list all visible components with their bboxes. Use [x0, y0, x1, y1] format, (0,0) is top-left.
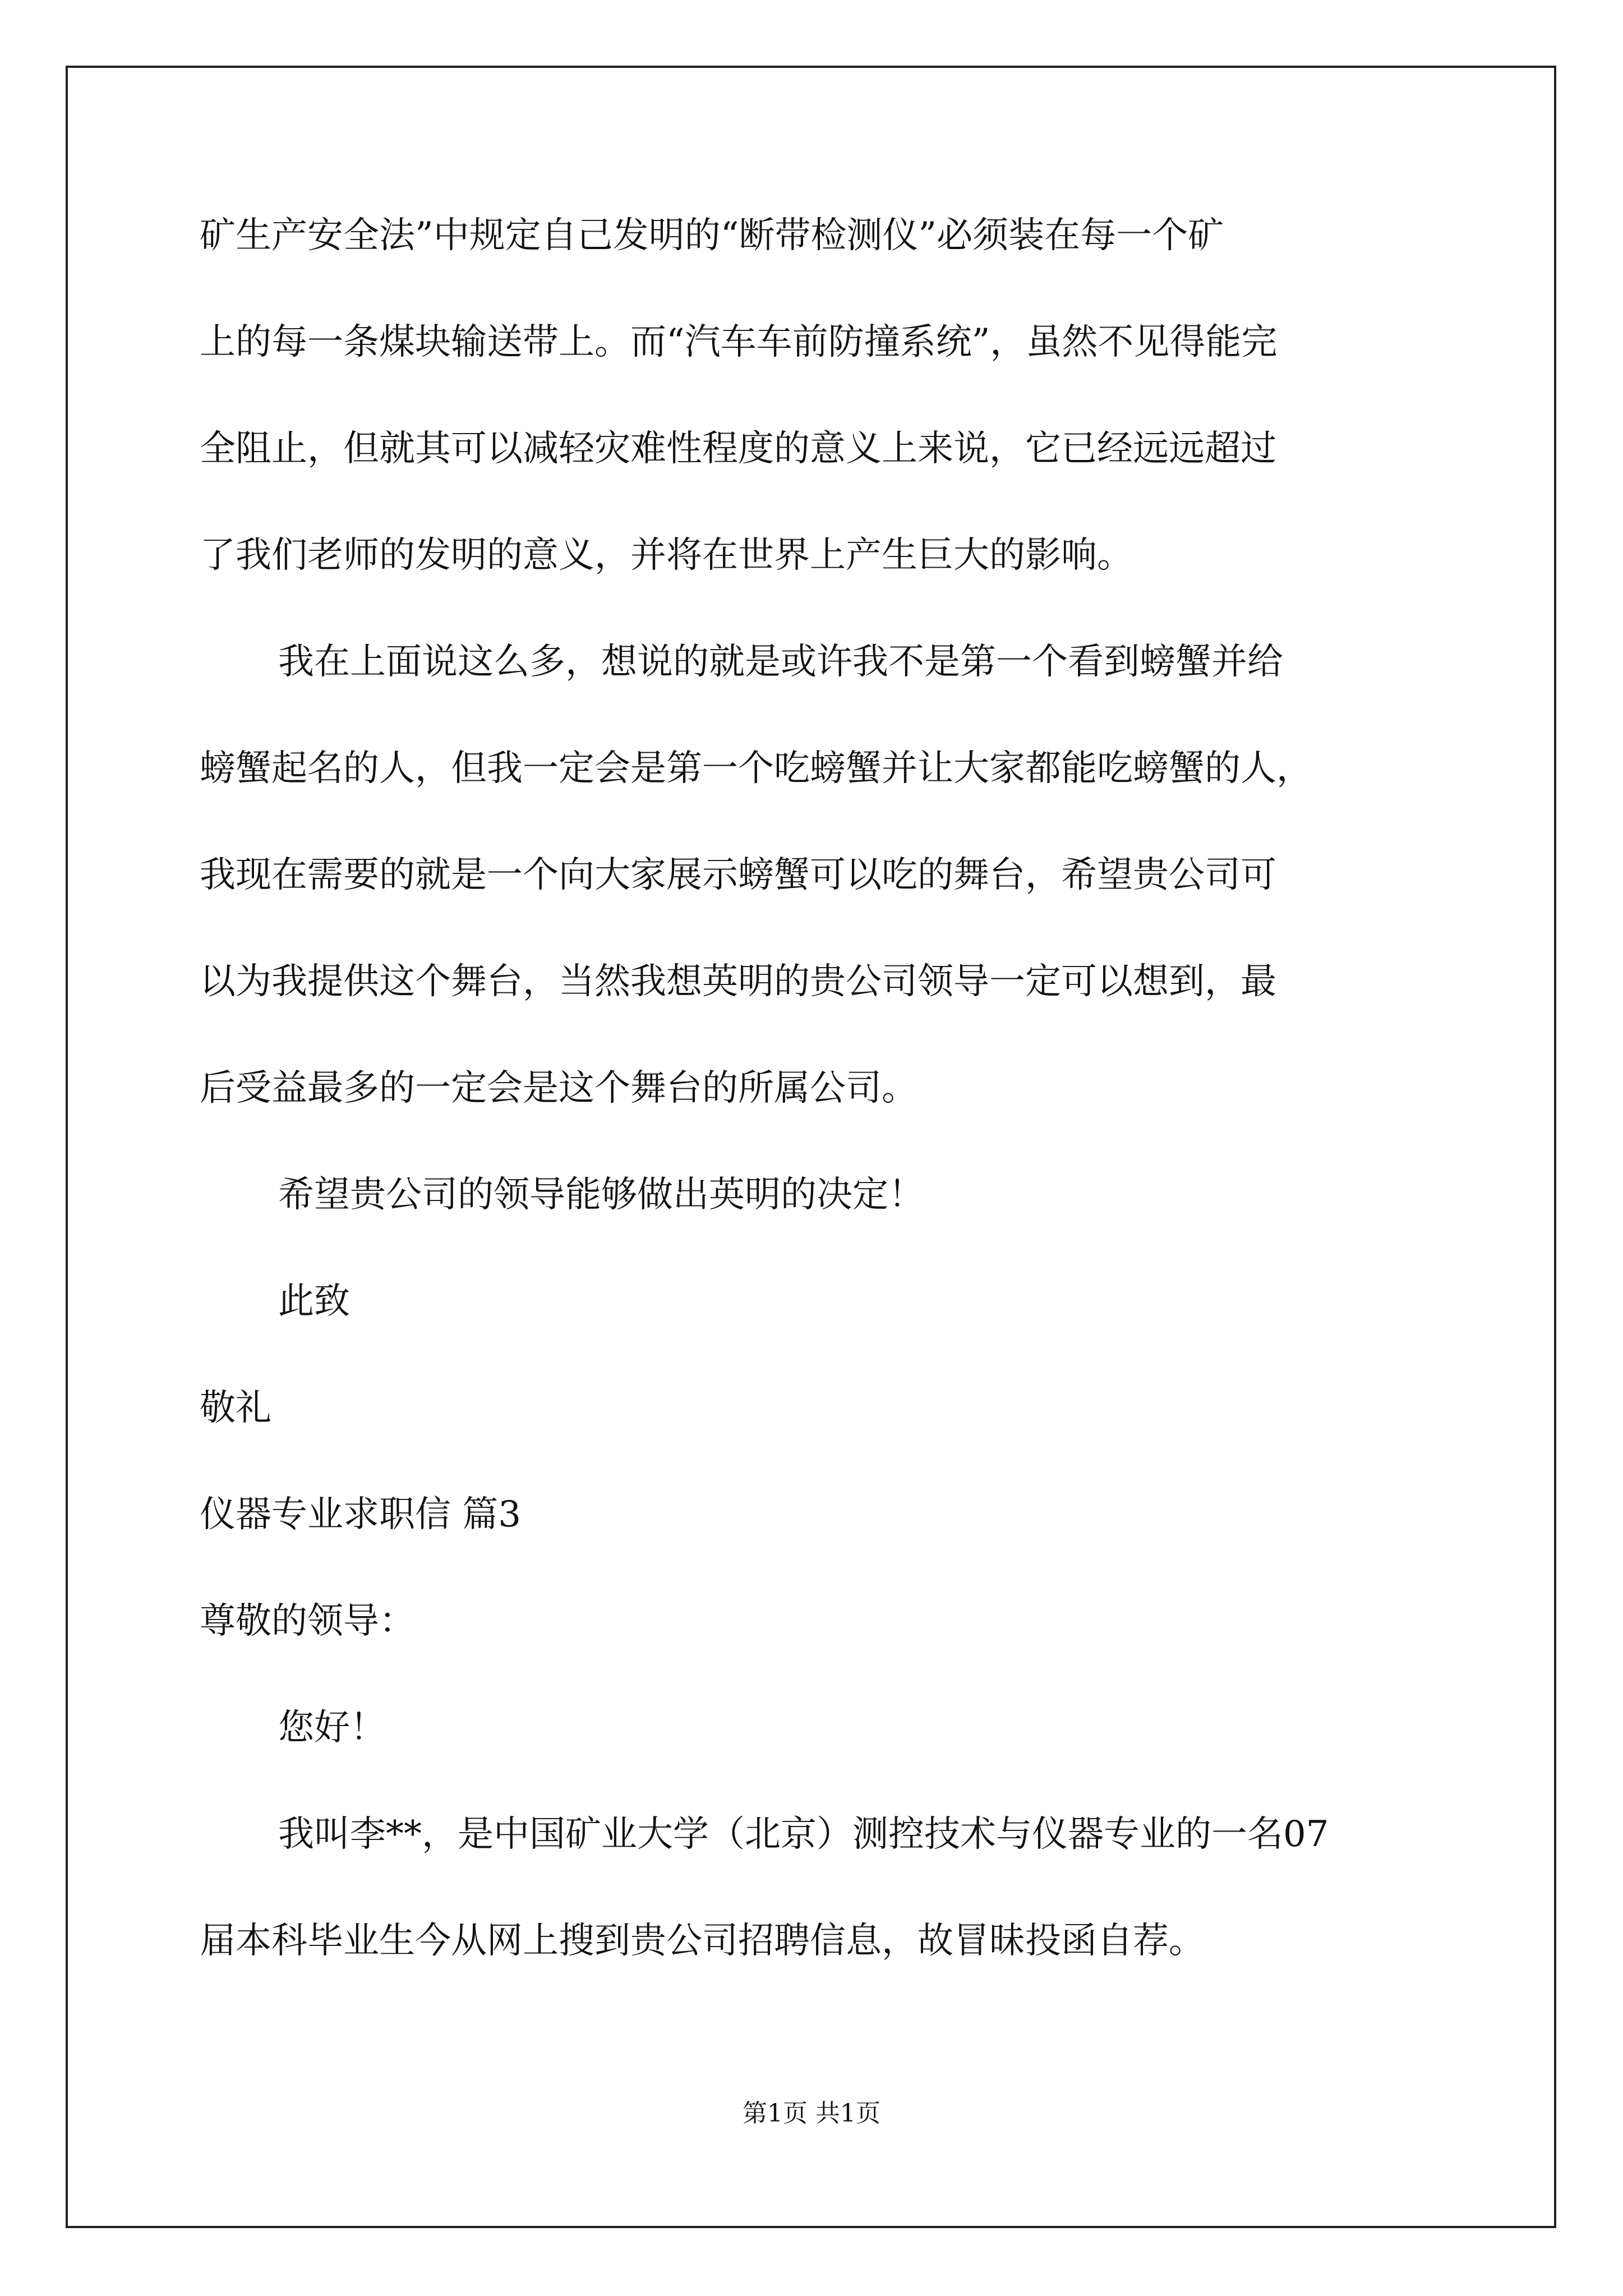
text-line: 了我们老师的发明的意义，并将在世界上产生巨大的影响。 [200, 535, 1133, 576]
text-line: 我在上面说这么多，想说的就是或许我不是第一个看到螃蟹并给 [278, 641, 1283, 683]
page-footer: 第1页 共1页 [743, 2099, 880, 2128]
text-line: 螃蟹起名的人，但我一定会是第一个吃螃蟹并让大家都能吃螃蟹的人， [200, 748, 1312, 789]
greeting-line: 您好！ [278, 1707, 386, 1749]
section-heading: 仪器专业求职信 篇3 [200, 1494, 522, 1535]
text-line: 希望贵公司的领导能够做出英明的决定！ [278, 1174, 924, 1216]
text-line: 上的每一条煤块输送带上。而“汽车车前防撞系统”，虽然不见得能完 [200, 321, 1278, 363]
text-line: 全阻止，但就其可以减轻灾难性程度的意义上来说，它已经远远超过 [200, 428, 1276, 470]
closing-regards: 敬礼 [200, 1387, 271, 1429]
text-line: 以为我提供这个舞台，当然我想英明的贵公司领导一定可以想到，最 [200, 961, 1276, 1002]
closing-salutation: 此致 [278, 1281, 350, 1322]
text-line: 矿生产安全法”中规定自己发明的“断带检测仪”必须装在每一个矿 [200, 215, 1224, 256]
text-line: 届本科毕业生今从网上搜到贵公司招聘信息，故冒昧投函自荐。 [200, 1920, 1205, 1962]
text-line: 我叫李**，是中国矿业大学（北京）测控技术与仪器专业的一名07 [278, 1814, 1329, 1855]
greeting-line: 尊敬的领导： [200, 1600, 415, 1642]
page-border [66, 66, 1556, 2228]
text-line: 我现在需要的就是一个向大家展示螃蟹可以吃的舞台，希望贵公司可 [200, 854, 1276, 896]
text-line: 后受益最多的一定会是这个舞台的所属公司。 [200, 1068, 917, 1109]
